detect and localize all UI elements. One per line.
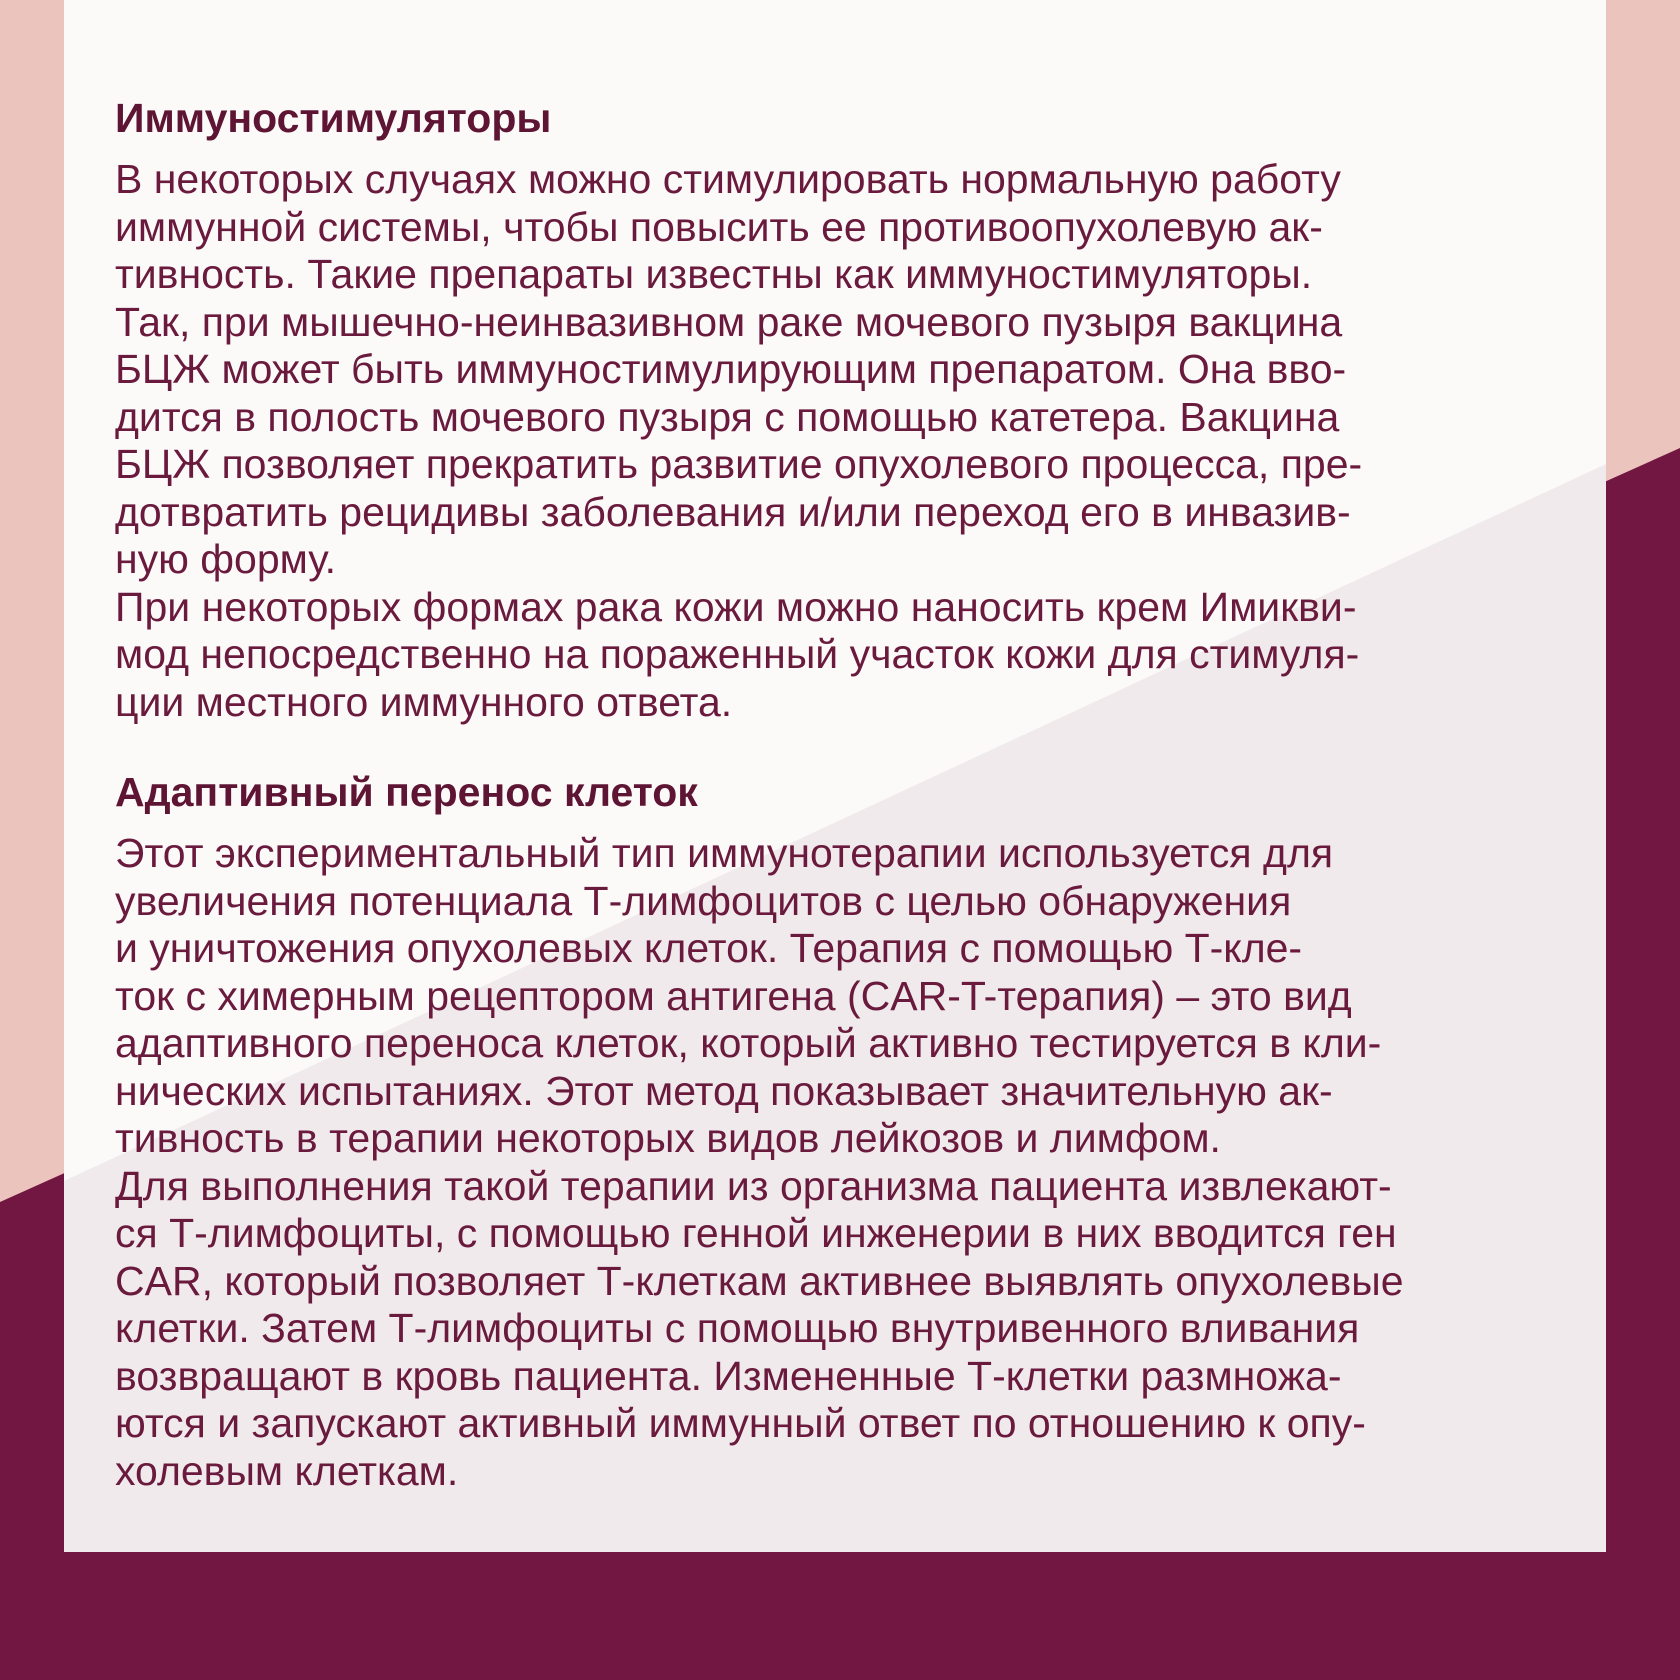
text-line: тивность. Такие препараты известны как иммуностимуляторы. [115, 251, 1313, 297]
paragraph [115, 1163, 1585, 1496]
content-card [64, 0, 1606, 1552]
text-line: увеличения потенциала Т-лимфоцитов с целью обнаружения [115, 877, 1292, 924]
section-immunostimulators [115, 88, 1585, 726]
text-line: Этот экспериментальный тип иммунотерапии используется для [115, 830, 1334, 876]
text-line: холевым клеткам. [115, 1447, 459, 1494]
text-line: ток с химерным рецептором антигена (CAR-T-терапия) – это вид [115, 972, 1352, 1019]
text-line: ся Т-лимфоциты, с помощью генной инженерии в них вводится ген [115, 1210, 1397, 1256]
paragraph [115, 299, 1585, 584]
text-line: иммунной системы, чтобы повысить ее противоопухолевую ак- [115, 203, 1323, 250]
text-line: возвращают в кровь пациента. Измененные Т-клетки размножа- [115, 1352, 1342, 1399]
text-line: и уничтожения опухолевых клеток. Терапия с помощью Т-кле- [115, 925, 1303, 971]
text-line: При некоторых формах рака кожи можно наносить крем Имикви- [115, 583, 1357, 630]
text-line: Так, при мышечно-неинвазивном раке мочевого пузыря вакцина [115, 298, 1343, 345]
paragraph [115, 156, 1585, 299]
text-line: В некоторых случаях можно стимулировать нормальную работу [115, 156, 1341, 202]
text-line: адаптивного переноса клеток, который активно тестируется в кли- [115, 1020, 1382, 1066]
text-line: тивность в терапии некоторых видов лейкозов и лимфом. [115, 1115, 1221, 1161]
text-line: CAR, который позволяет Т-клеткам активнее выявлять опухолевые [115, 1257, 1404, 1304]
paragraph [115, 830, 1585, 1163]
text-line: БЦЖ может быть иммуностимулирующим препаратом. Она вво- [115, 346, 1347, 392]
text-line: ются и запускают активный иммунный ответ по отношению к опу- [115, 1400, 1366, 1446]
section-heading: Иммуностимуляторы [115, 95, 552, 141]
text-line: БЦЖ позволяет прекратить развитие опухолевого процесса, пре- [115, 441, 1363, 487]
text-line: ции местного иммунного ответа. [115, 678, 733, 725]
text-line: дотвратить рецидивы заболевания и/или переход его в инвазив- [115, 488, 1351, 535]
text-line: нических испытаниях. Этот метод показывает значительную ак- [115, 1067, 1333, 1114]
section-adoptive-cell-transfer [115, 762, 1585, 1495]
article-body [115, 88, 1585, 1495]
section-heading: Адаптивный перенос клеток [115, 769, 698, 815]
text-line: дится в полость мочевого пузыря с помощью катетера. Вакцина [115, 393, 1340, 440]
text-line: клетки. Затем Т-лимфоциты с помощью внутривенного вливания [115, 1305, 1360, 1351]
text-line: мод непосредственно на пораженный участок кожи для стимуля- [115, 631, 1360, 677]
text-line: Для выполнения такой терапии из организма пациента извлекают- [115, 1162, 1392, 1209]
paragraph [115, 584, 1585, 727]
text-line: ную форму. [115, 536, 337, 582]
